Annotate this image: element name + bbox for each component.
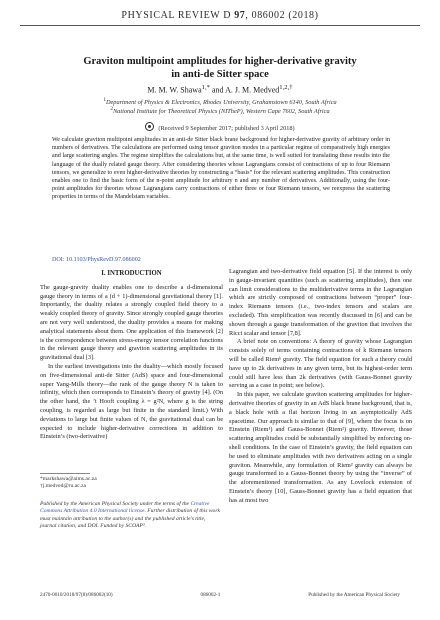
footnote-email-2[interactable]: †j.medved@ru.ac.za [40,483,86,490]
title-line-2: in anti-de Sitter space [171,69,269,80]
license-text-after: . Further distribution of this work must maintain attribution to the author(s) and the published article’s title, journal citation, and DOI. Funded by SCOAP³. [40,508,220,530]
left-paragraph-2: In the earliest investigations into the duality—which mostly focused on five-dimensional anti-de Sitter (AdS) space and four-dimensional super Yang-Mills theory—the rank of the gauge theory N is taken to infinity, which then corresponds to Einstein’s theory of gravity [4]. (On the other hand, the ’t Hooft coupling λ = g²N, where g is the string coupling, is regarded as large but finite in the standard limit.) With deviations to large but finite values of N, the gravitational dual can be expected to include higher-derivative corrections in addition to Einstein’s (two-derivative) [40,362,223,441]
journal-name: PHYSICAL REVIEW D [121,10,232,21]
journal-year: (2018) [288,10,319,21]
abstract: We calculate graviton multipoint amplitudes in an anti-de Sitter black brane background for higher-derivative gravity of arbitrary order in numbers of derivatives. The calculations are performed using tensor graviton modes in a particular regime of comparatively high energies and large scattering angles. The regime simplifies the calculations but, at the same time, is well suited for translating these results into the language of the dually related gauge theory. After considering theories whose Lagrangians consist of contractions of up to four Riemann tensors, we generalize to even higher-derivative theories by constructing a “basis” for the relevant scattering amplitudes. This construction enables one to find the basic form of the n-point amplitude for arbitrary n and any number of derivatives. Additionally, using the four-point amplitudes for theories whose Lagrangians carry contractions of either three or four Riemann tensors, we reexpress the scattering properties in terms of the Mandelstam variables. [52,137,390,201]
affiliation-2 [0,106,440,115]
right-paragraph-1: Lagrangian and two-derivative field equation [5]. If the interest is only in gauge-invariant quantities (such as scattering amplitudes), then one can limit considerations to the multiderivative terms in the Lagrangian which are strictly composed of contractions between “proper” four-index Riemann tensors (i.e., two-index tensors and scalars are excluded). This simplification was recently discussed in [6] and can be shown through a gauge transformation of the graviton that involves the Ricci scalar and tensor [7,8]. [229,268,412,337]
received-dates: (Received 9 September 2017; published 3 April 2018) [158,125,295,132]
affiliation-1 [0,97,440,106]
article-number: 086002 [251,10,286,21]
left-paragraph-1: The gauge-gravity duality enables one to describe a d-dimensional gauge theory in terms of a (d + 1)-dimensional gravitational theory [1]. Importantly, the duality relates a strongly coupled field theory to a weakly coupled theory of gravity. Since strongly coupled gauge theories are not very well understood, the duality provides a means for making analytical statements about them. One application of this framework [2] is the correspondence between stress-energy tensor correlation functions in the relevant gauge theory and graviton scattering amplitudes in its gravitational dual [3]. [40,283,223,362]
section-heading: I. INTRODUCTION [101,270,162,277]
affiliation-1-number: 1 [103,97,106,103]
author-2-marks: 1,2,† [279,84,293,91]
affiliation-1-text: Department of Physics & Electronics, Rhodes University, Grahamstown 6140, South Africa [105,99,337,107]
footnote-email-1[interactable]: *markshawa@aims.ac.za [40,476,97,482]
footer-page-number: 086002-1 [200,592,221,598]
license-text-before: Published by the American Physical Society under the terms of the [40,501,191,507]
journal-volume: 97 [234,10,246,21]
author-2: A. J. M. Medved [225,85,280,95]
affiliation-2-number: 2 [110,106,113,112]
title-line-1: Graviton multipoint amplitudes for higher-derivative gravity [83,56,357,67]
open-access-icon [145,122,154,131]
left-column [40,264,223,442]
header-rule [20,25,420,26]
doi-link[interactable]: DOI: 10.1103/PhysRevD.97.086002 [52,257,141,263]
article-title [40,55,400,81]
affiliation-2-text: National Institute for Theoretical Physics (NITheP), Western Cape 7602, South Africa [112,108,330,116]
running-head: PHYSICAL REVIEW D 97, 086002 (2018) [121,10,319,21]
footer-publisher: Published by the American Physical Society [308,592,400,598]
footnote-rule [40,473,90,474]
footnotes [40,476,223,490]
received-line [0,122,440,132]
author-1: M. M. W. Shawa [147,85,202,95]
author-connector: and [211,85,224,95]
footer-citation: 2470-0010/2018/97(8)/086002(10) [40,592,113,598]
right-column [229,268,412,506]
license-link[interactable]: Creative Commons Attribution 4.0 International license [40,501,210,515]
publisher-license-note [40,501,223,531]
author-list [0,84,440,95]
right-paragraph-2: A brief note on conventions: A theory of gravity whose Lagrangian consists solely of terms containing contractions of k Riemann tensors will be called Riemᵏ gravity. The field equation for such a theory could have up to 2k derivatives in any given term, but its highest-order term could still have less than 2k derivatives (with Gauss-Bonnet gravity serving as a case in point; see below). [229,338,412,390]
page-footer [40,592,400,598]
right-paragraph-3: In this paper, we calculate graviton scattering amplitudes for higher-derivative theories of gravity in an AdS black brane background, that is, a black hole with a flat horizon living in an asymptotically AdS spacetime. Our approach is similar to that of [9], where the focus is on Einstein (Riem¹) and Gauss-Bonnet (Riem²) gravity. However, those scattering amplitudes could be substantially simplified by enforcing on-shell conditions. In the case of Einstein’s gravity, the field equation can be used to eliminate amplitudes with two derivatives acting on a single graviton. Meanwhile, any formulation of Riem² gravity can always be gauge transformed to a Gauss-Bonnet theory by using the “inverse” of the aforementioned transformation. As any Lovelock extension of Einstein’s theory [10], Gauss-Bonnet gravity has a field equation that has at most two [229,391,412,504]
author-1-marks: 1,* [201,84,210,91]
